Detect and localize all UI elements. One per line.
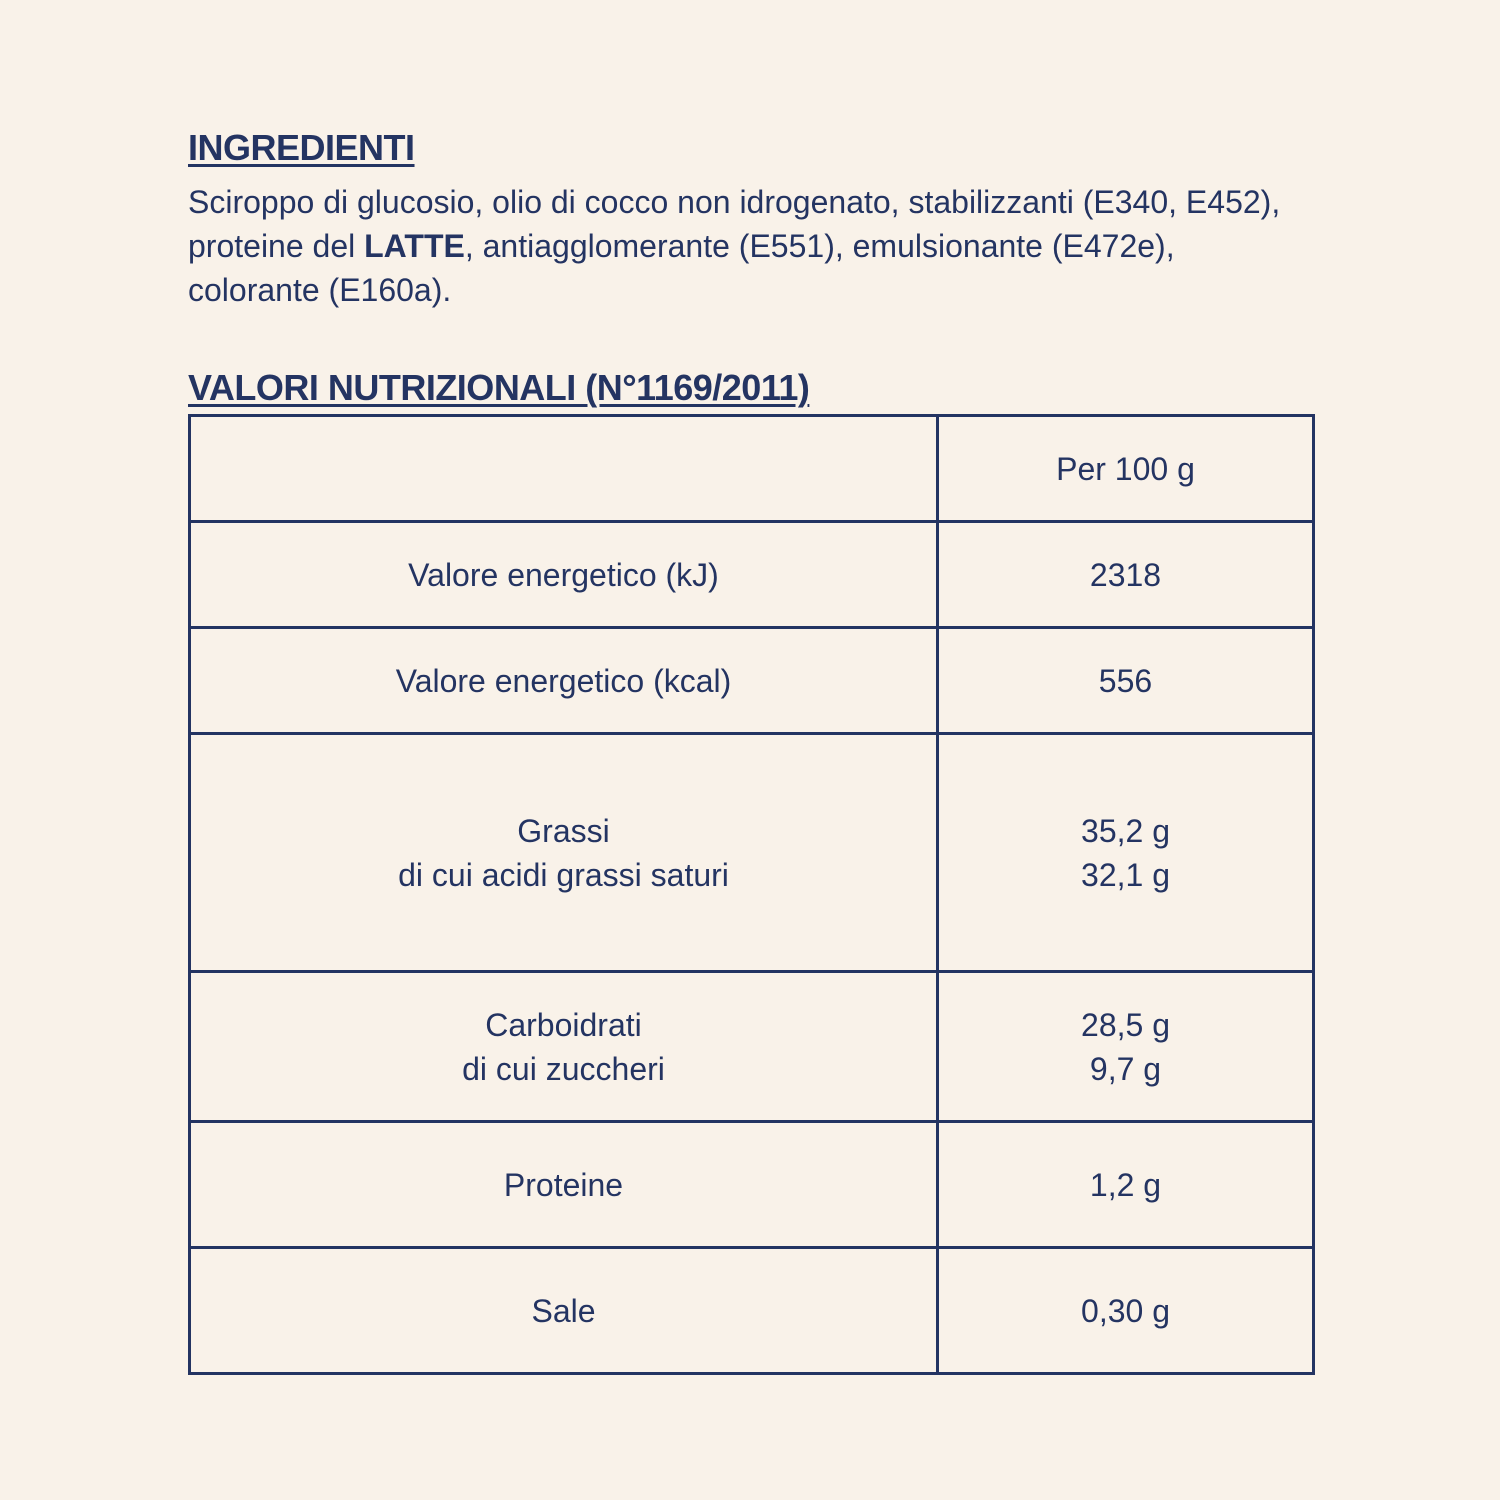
- nutrient-value-line: 1,2 g: [1089, 1166, 1162, 1203]
- nutrient-value: [938, 628, 1314, 734]
- nutrient-value: [938, 1122, 1314, 1248]
- nutrient-label: [190, 734, 938, 972]
- nutrient-label: [190, 522, 938, 628]
- nutrient-subvalue-line: 9,7 g: [1089, 1050, 1162, 1087]
- nutrient-label-line: Valore energetico (kJ): [408, 556, 719, 593]
- nutrient-label-line: Carboidrati: [485, 1006, 642, 1043]
- nutrition-table: [188, 414, 1315, 1375]
- nutrient-label-line: Grassi: [517, 812, 610, 849]
- nutrient-label: [190, 972, 938, 1122]
- nutrient-value: [938, 1248, 1314, 1374]
- allergen-milk: LATTE: [364, 228, 465, 264]
- nutrient-sublabel-line: di cui acidi grassi saturi: [398, 856, 729, 893]
- table-row: [190, 522, 1314, 628]
- nutrient-value: [938, 522, 1314, 628]
- nutrition-heading: VALORI NUTRIZIONALI (N°1169/2011): [188, 367, 810, 408]
- nutrient-value: [938, 972, 1314, 1122]
- ingredients-text-after: , antiagglomerante (E551), emulsionante (E472e), colorante (E160a).: [188, 228, 1175, 308]
- table-row: [190, 972, 1314, 1122]
- nutrient-value-line: 28,5 g: [1081, 1006, 1170, 1043]
- nutrient-value: [938, 734, 1314, 972]
- nutrient-label-line: Proteine: [503, 1166, 624, 1203]
- nutrient-subvalue-line: 32,1 g: [1081, 856, 1170, 893]
- table-header-row: [190, 416, 1314, 522]
- ingredients-text: [188, 180, 1312, 312]
- nutrient-value-line: 2318: [1089, 556, 1162, 593]
- header-per-100g: Per 100 g: [938, 416, 1314, 522]
- nutrient-label: [190, 1122, 938, 1248]
- table-row: [190, 628, 1314, 734]
- table-row: [190, 734, 1314, 972]
- nutrient-sublabel-line: di cui zuccheri: [462, 1050, 665, 1087]
- nutrient-value-line: 35,2 g: [1081, 812, 1170, 849]
- table-row: [190, 1248, 1314, 1374]
- table-row: [190, 1122, 1314, 1248]
- nutrient-value-line: 556: [1098, 662, 1153, 699]
- header-label-cell: [190, 416, 938, 522]
- ingredients-heading: INGREDIENTI: [188, 127, 415, 168]
- nutrient-label-line: Sale: [531, 1292, 596, 1329]
- nutrient-value-line: 0,30 g: [1081, 1292, 1170, 1329]
- ingredients-text-before: Sciroppo di glucosio, olio di cocco non idrogenato, stabilizzanti (E340, E452), proteine del: [188, 184, 1281, 264]
- nutrient-label: [190, 1248, 938, 1374]
- label-page: [188, 124, 1312, 1329]
- nutrient-label: [190, 628, 938, 734]
- nutrient-label-line: Valore energetico (kcal): [395, 662, 732, 699]
